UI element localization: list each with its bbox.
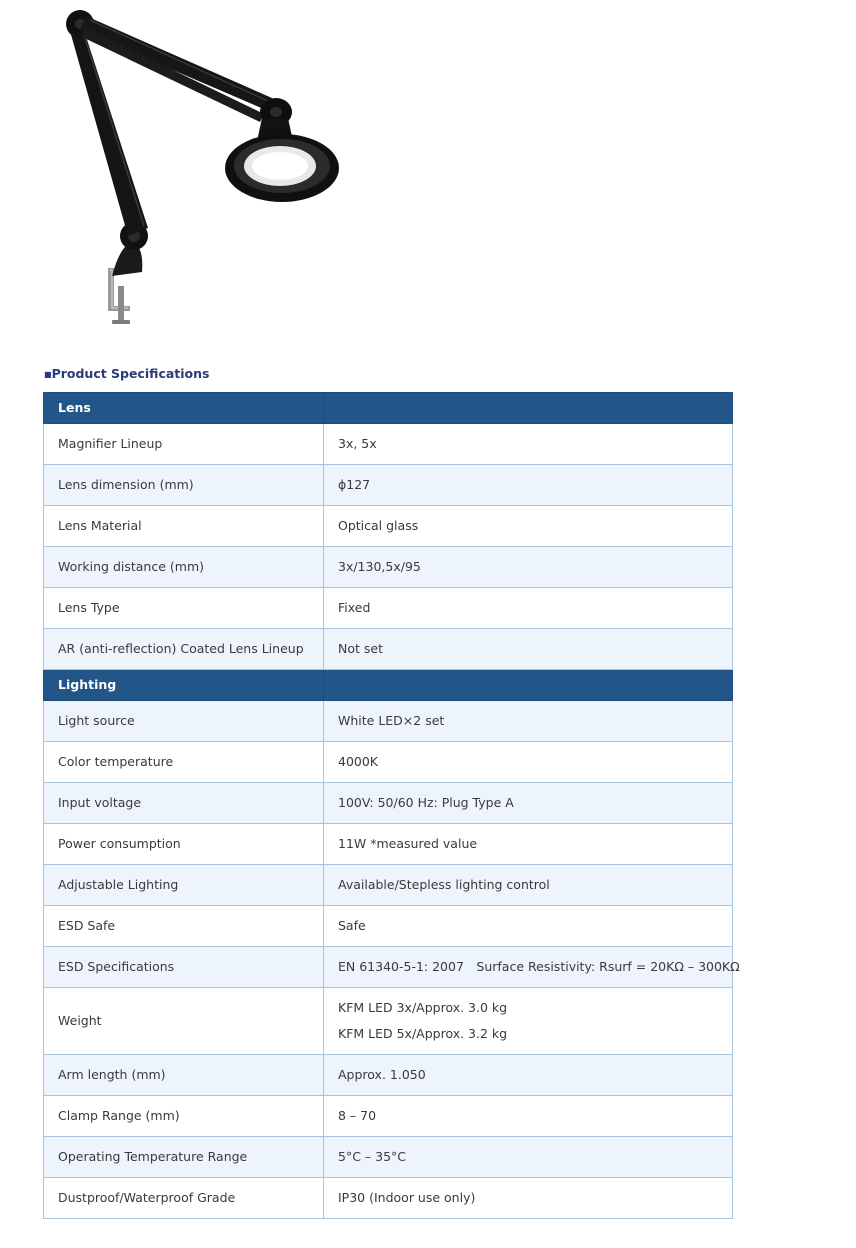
spec-label: ESD Specifications: [44, 947, 324, 988]
table-row: [44, 424, 733, 465]
spec-value-multiline: [324, 988, 733, 1055]
spec-label: Working distance (mm): [44, 547, 324, 588]
spec-value: Fixed: [324, 588, 733, 629]
spec-label: Magnifier Lineup: [44, 424, 324, 465]
table-row: [44, 1137, 733, 1178]
product-specifications-title: [44, 366, 209, 383]
spec-value-line: KFM LED 5x/Approx. 3.2 kg: [338, 1026, 508, 1041]
spec-value: Optical glass: [324, 506, 733, 547]
table-row: [44, 783, 733, 824]
section-header-empty: [324, 670, 733, 701]
table-row: [44, 701, 733, 742]
spec-label: Weight: [44, 988, 324, 1055]
table-row: [44, 588, 733, 629]
table-row: [44, 1096, 733, 1137]
table-row: [44, 629, 733, 670]
spec-label: Lens dimension (mm): [44, 465, 324, 506]
spec-value: Available/Stepless lighting control: [324, 865, 733, 906]
spec-label: Light source: [44, 701, 324, 742]
specifications-table: [43, 392, 740, 1219]
spec-value-line: KFM LED 3x/Approx. 3.0 kg: [338, 1000, 508, 1015]
spec-value: 3x, 5x: [324, 424, 733, 465]
spec-label: Power consumption: [44, 824, 324, 865]
table-row: [44, 1055, 733, 1096]
spec-value: 11W *measured value: [324, 824, 733, 865]
table-row: [44, 947, 733, 988]
section-header-label: Lighting: [44, 670, 324, 701]
section-bullet: ■: [44, 370, 52, 379]
magnifier-lamp-image: [50, 6, 350, 336]
spec-label: Lens Type: [44, 588, 324, 629]
spec-value: 4000K: [324, 742, 733, 783]
spec-value: 8 – 70: [324, 1096, 733, 1137]
spec-value: 3x/130,5x/95: [324, 547, 733, 588]
table-row: [44, 906, 733, 947]
spec-label: Operating Temperature Range: [44, 1137, 324, 1178]
spec-label: Lens Material: [44, 506, 324, 547]
section-header-label: Lens: [44, 393, 324, 424]
spec-value: Not set: [324, 629, 733, 670]
table-row: [44, 465, 733, 506]
table-row: [44, 865, 733, 906]
spec-value: 100V: 50/60 Hz: Plug Type A: [324, 783, 733, 824]
table-row: [44, 547, 733, 588]
spec-label: AR (anti-reflection) Coated Lens Lineup: [44, 629, 324, 670]
spec-label: Clamp Range (mm): [44, 1096, 324, 1137]
spec-value: Approx. 1.050: [324, 1055, 733, 1096]
spec-label: Color temperature: [44, 742, 324, 783]
section-title-text: Product Specifications: [51, 366, 210, 381]
section-header-empty: [324, 393, 733, 424]
spec-value: IP30 (Indoor use only): [324, 1178, 733, 1219]
table-row: [44, 1178, 733, 1219]
spec-value: White LED×2 set: [324, 701, 733, 742]
table-row: [44, 988, 733, 1055]
table-row: [44, 742, 733, 783]
table-row: [44, 824, 733, 865]
spec-label: Arm length (mm): [44, 1055, 324, 1096]
spec-value: 5°C – 35°C: [324, 1137, 733, 1178]
spec-label: Adjustable Lighting: [44, 865, 324, 906]
spec-value: Safe: [324, 906, 733, 947]
spec-label: Dustproof/Waterproof Grade: [44, 1178, 324, 1219]
spec-label: Input voltage: [44, 783, 324, 824]
spec-value: ϕ127: [324, 465, 733, 506]
table-row: [44, 506, 733, 547]
section-header-lighting: [44, 670, 733, 701]
section-header-lens: [44, 393, 733, 424]
spec-label: ESD Safe: [44, 906, 324, 947]
spec-value: EN 61340-5-1: 2007 Surface Resistivity: Rsurf = 20KΩ – 300KΩ: [324, 947, 733, 988]
